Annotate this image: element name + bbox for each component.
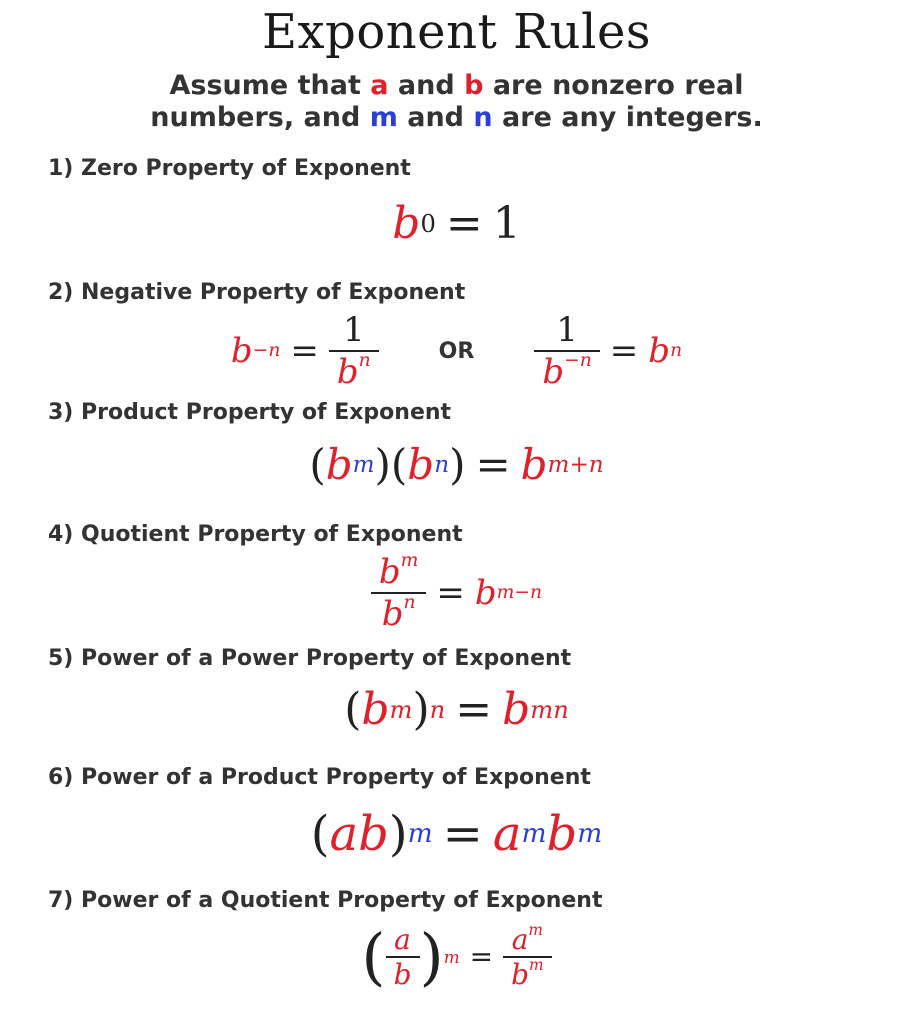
rule-2-formula: b −n = $\frac{1}{b^n}$ OR $\frac{1}{b^{-n}}$ = b n [230, 310, 683, 392]
rule-1-formula: b 0 = 1 [392, 198, 521, 249]
rule-7-formula: ( $\frac{a}{b}$ ) m = $\frac{a^m}{b^m}$ [0, 920, 913, 993]
rule-4-formula: $\frac{b^m}{b^n}$ = b m−n [0, 552, 913, 634]
rule-5-heading: 5) Power of a Power Property of Exponent [48, 646, 572, 671]
rule-7-heading: 7) Power of a Quotient Property of Exponent [48, 888, 603, 913]
rule-2-heading: 2) Negative Property of Exponent [48, 280, 466, 305]
rule-1-heading: 1) Zero Property of Exponent [48, 156, 411, 181]
rule-6-formula: ( ab ) m = a m b m [310, 806, 603, 862]
page-title: Exponent Rules [262, 4, 651, 60]
rule-3-heading: 3) Product Property of Exponent [48, 400, 452, 425]
or-label: OR [438, 338, 475, 364]
rule-6-heading: 6) Power of a Product Property of Exponent [48, 765, 591, 790]
intro-text: Assume that a and b are nonzero real numbers, and m and n are any integers. [150, 70, 763, 133]
rule-5-formula: ( b m ) n = b mn [344, 684, 569, 735]
rule-3-formula: ( b m ) ( b n ) = b m+n [309, 440, 604, 489]
rule-4-heading: 4) Quotient Property of Exponent [48, 522, 463, 547]
